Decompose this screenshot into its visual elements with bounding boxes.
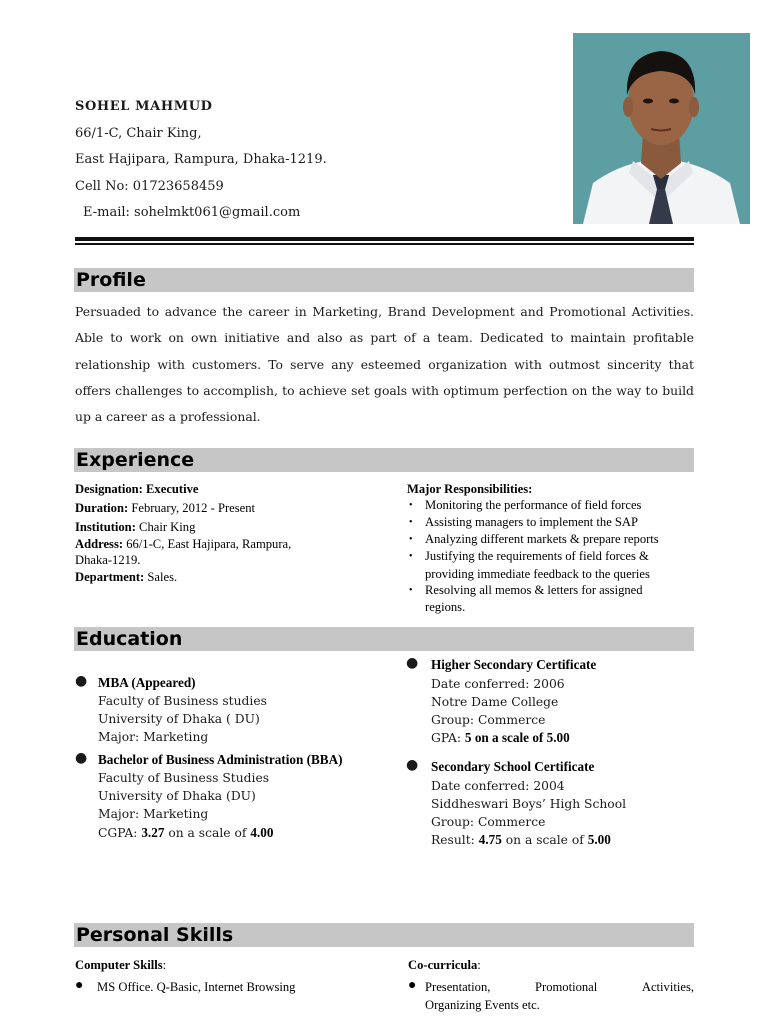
designation-row (75, 482, 199, 497)
duration-row (75, 501, 255, 516)
mba-university: University of Dhaka ( DU) (98, 712, 260, 726)
bullet-icon: ● (408, 978, 417, 993)
bullet-icon: • (409, 551, 413, 562)
department-value: Sales. (147, 570, 178, 584)
computer-skills-heading (75, 958, 166, 973)
hsc-gpa-label: GPA: (431, 731, 461, 745)
institution-row (75, 520, 195, 535)
co-curricular-word: Activities, (641, 980, 694, 994)
hsc-title: Higher Secondary Certificate (431, 657, 597, 672)
section-title-profile: Profile (74, 268, 694, 292)
ssc-group: Group: Commerce (431, 815, 546, 829)
bullet-icon: • (409, 500, 413, 511)
hsc-group: Group: Commerce (431, 713, 546, 727)
designation-label: Designation: (75, 482, 143, 496)
institution-label: Institution: (75, 520, 136, 534)
bba-scale-text: on a scale of (168, 826, 247, 840)
ssc-title: Secondary School Certificate (431, 759, 595, 774)
ssc-result-row (431, 832, 611, 848)
responsibility-item: Analyzing different markets & prepare reports (425, 532, 659, 546)
co-curricular-item-continued: Organizing Events etc. (425, 998, 540, 1012)
person-portrait-icon (573, 33, 750, 224)
address-row (75, 537, 291, 552)
cell-number: Cell No: 01723658459 (75, 179, 224, 194)
ssc-result-label: Result: (431, 833, 475, 847)
hsc-date: Date conferred: 2006 (431, 677, 565, 691)
bba-faculty: Faculty of Business Studies (98, 771, 270, 785)
bba-university: University of Dhaka (DU) (98, 789, 256, 803)
responsibility-item: Resolving all memos & letters for assigned (425, 583, 643, 597)
ssc-result-value: 4.75 (478, 832, 502, 847)
hsc-gpa-row (431, 730, 570, 746)
address-value-line1: 66/1-C, East Hajipara, Rampura, (126, 537, 292, 551)
co-curricular-word: Presentation, (425, 980, 491, 994)
bba-cgpa-label: CGPA: (98, 826, 138, 840)
header-divider-thin (75, 243, 694, 245)
responsibility-item-continued: providing immediate feedback to the queries (425, 567, 650, 581)
bullet-icon: ● (406, 757, 419, 773)
bba-cgpa-row (98, 825, 273, 841)
address-label: Address: (75, 537, 124, 551)
institution-value: Chair King (139, 520, 196, 534)
mba-faculty: Faculty of Business studies (98, 694, 267, 708)
bba-cgpa-value: 3.27 (141, 825, 165, 840)
ssc-date: Date conferred: 2004 (431, 779, 565, 793)
profile-summary: Persuaded to advance the career in Marketing, Brand Development and Promotional Activities. Able to work on own initiative and also as part of a team. Dedicated to maintain profitable relationship with customers. To serve any esteemed organization with outmost sincerity that offers challenges to accomplish, to achieve set goals with optimum perfection on the way to build up a career as a professional. (75, 304, 694, 425)
responsibility-item-continued: regions. (425, 600, 466, 614)
co-curricular-word: Promotional (535, 980, 598, 994)
bullet-icon: • (409, 585, 413, 596)
profile-photo (573, 33, 750, 224)
computer-skills-item: MS Office. Q-Basic, Internet Browsing (97, 980, 296, 994)
department-row (75, 570, 177, 585)
hsc-school: Notre Dame College (431, 695, 559, 709)
co-curricular-label: Co-curricula (408, 958, 478, 972)
co-curricular-item (425, 980, 694, 995)
co-curricular-heading (408, 958, 481, 973)
address-line-1: 66/1-C, Chair King, (75, 126, 202, 141)
responsibilities-title: Major Responsibilities: (407, 482, 533, 496)
bba-title: Bachelor of Business Administration (BBA) (98, 752, 343, 767)
ssc-scale-text: on a scale of (505, 833, 584, 847)
bullet-icon: • (409, 517, 413, 528)
bullet-icon: ● (406, 655, 419, 671)
co-curricular-colon: : (477, 958, 481, 972)
bullet-icon: ● (75, 750, 88, 766)
computer-skills-label: Computer Skills (75, 958, 163, 972)
mba-major: Major: Marketing (98, 730, 209, 744)
section-title-personal-skills: Personal Skills (74, 923, 694, 947)
responsibility-item: Justifying the requirements of field forces & (425, 549, 649, 563)
address-value-line2: Dhaka-1219. (75, 553, 141, 567)
header-divider-thick (75, 237, 694, 241)
ssc-scale-value: 5.00 (587, 832, 611, 847)
section-title-experience: Experience (74, 448, 694, 472)
bba-scale-value: 4.00 (250, 825, 274, 840)
email-address: E-mail: sohelmkt061@gmail.com (83, 205, 301, 220)
address-line-2: East Hajipara, Rampura, Dhaka-1219. (75, 152, 327, 167)
computer-skills-colon: : (162, 958, 167, 972)
department-label: Department: (75, 570, 145, 584)
responsibility-item: Monitoring the performance of field forces (425, 498, 642, 512)
candidate-name: SOHEL MAHMUD (75, 99, 213, 114)
duration-label: Duration: (75, 501, 129, 515)
hsc-gpa-value: 5 on a scale of 5.00 (464, 730, 570, 745)
ssc-school: Siddheswari Boys’ High School (431, 797, 627, 811)
bullet-icon: ● (75, 673, 88, 689)
bullet-icon: • (409, 534, 413, 545)
bullet-icon: ● (75, 978, 84, 993)
section-title-education: Education (74, 627, 694, 651)
duration-value: February, 2012 - Present (131, 501, 256, 515)
mba-title: MBA (Appeared) (98, 675, 196, 690)
bba-major: Major: Marketing (98, 807, 209, 821)
designation-value: Executive (146, 482, 199, 496)
responsibility-item: Assisting managers to implement the SAP (425, 515, 639, 529)
